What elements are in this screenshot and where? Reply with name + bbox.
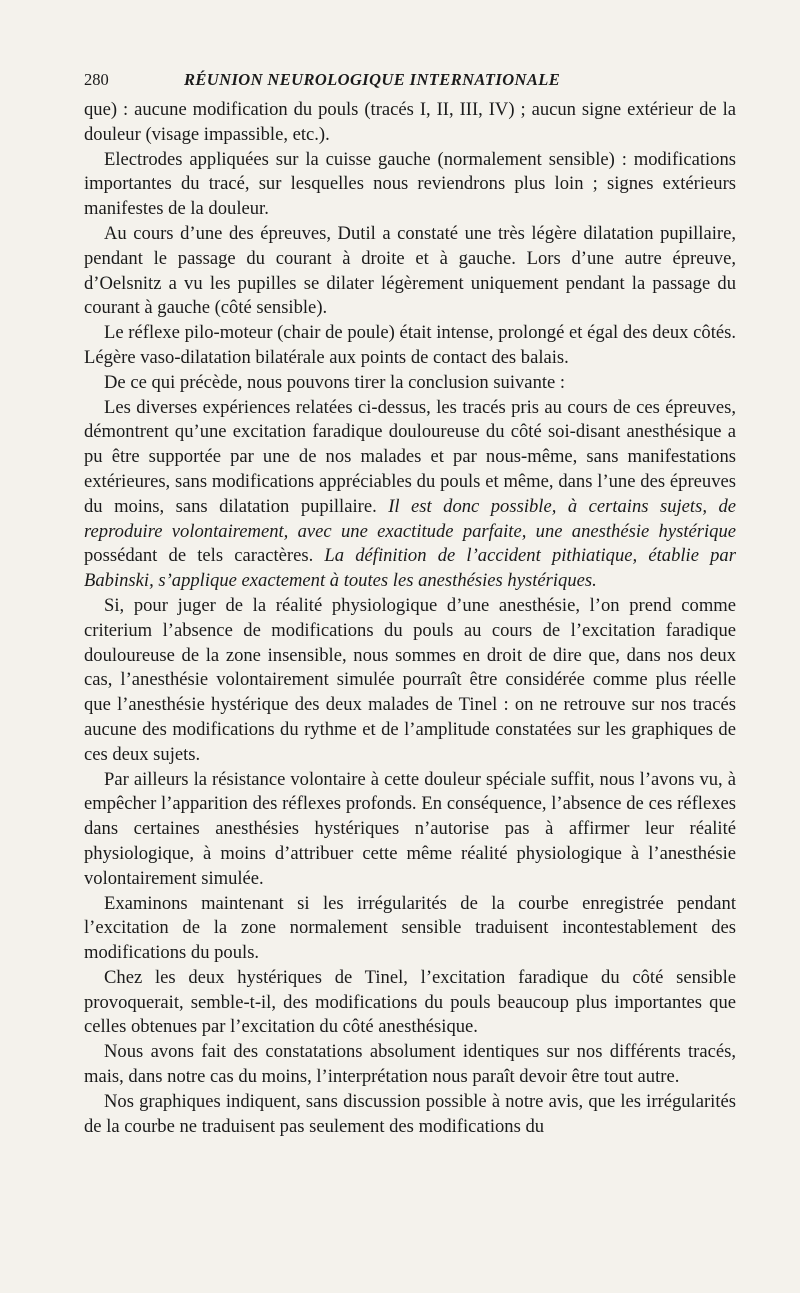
- paragraph: Examinons maintenant si les irrégularités de la courbe enregistrée pendant l’excitation de la zone normalement sensible traduisent incontestablement des modifications du pouls.: [84, 892, 736, 964]
- paragraph: Electrodes appliquées sur la cuisse gauche (normalement sensible) : modifications importantes du tracé, sur lesquelles nous reviendrons plus loin ; signes extérieurs manifestes de la douleur.: [84, 148, 736, 220]
- paragraph: Nous avons fait des constatations absolument identiques sur nos différents tracés, mais, dans notre cas du moins, l’interprétation nous paraît devoir être tout autre.: [84, 1041, 736, 1088]
- paragraph: Chez les deux hystériques de Tinel, l’excitation faradique du côté sensible provoquerait, semble-t-il, des modifications du pouls beaucoup plus importantes que celles obtenues par l’excitation du côté anesthésique.: [84, 966, 736, 1038]
- paragraph: Si, pour juger de la réalité physiologique d’une anesthésie, l’on prend comme criterium l’absence de modifications du pouls au cours de l’excitation faradique douloureuse de la zone insensible, nous sommes en droit de dire que, dans nos deux cas, l’anesthésie volontairement simulée pourraît être considérée comme plus réelle que l’anesthésie hystérique des deux malades de Tinel : on ne retrouve sur nos tracés aucune des modifications du rythme et de l’amplitude constatées sur les graphiques de ces deux sujets.: [84, 594, 736, 765]
- italic-statement: Il est donc possible, à certains sujets, de reproduire volontairement, avec une exactitude parfaite, une anesthésie hystérique: [84, 495, 736, 542]
- paragraph: Le réflexe pilo-moteur (chair de poule) était intense, prolongé et égal des deux côtés. Légère vaso-dilatation bilatérale aux points de contact des balais.: [84, 322, 736, 368]
- paragraph-conclusion: [84, 396, 736, 594]
- paragraph: que) : aucune modification du pouls (tracés I, II, III, IV) ; aucun signe extérieur de la douleur (visage impassible, etc.).: [84, 99, 736, 145]
- paragraph-text: Les diverses expériences relatées ci-dessus, les tracés pris au cours de ces épreuves, démontrent qu’une excitation faradique douloureuse du côté soi-disant anesthésique a pu être supportée par une de nos malades et par nous-même, sans manifestations extérieures, sans modifications appréciables du pouls et même, dans l’une des épreuves du moins, sans dilatation pupillaire.: [84, 396, 736, 517]
- paragraph-text: possédant de tels caractères.: [84, 545, 314, 567]
- running-title: RÉUNION NEUROLOGIQUE INTERNATIONALE: [184, 70, 561, 89]
- paragraph: Nos graphiques indiquent, sans discussion possible à notre avis, que les irrégularités de la courbe ne traduisent pas seulement des modifications du: [84, 1090, 736, 1137]
- italic-statement: La définition de l’accident pithiatique, établie par Babinski, s’applique exactement à toutes les anesthésies hystériques.: [84, 545, 736, 592]
- page-number: 280: [84, 70, 109, 89]
- paragraph: Au cours d’une des épreuves, Dutil a constaté une très légère dilatation pupillaire, pendant le passage du courant à droite et à gauche. Lors d’une autre épreuve, d’Oelsnitz a vu les pupilles se dilater légèrement uniquement pendant la passage du courant à gauche (côté sensible).: [84, 222, 736, 319]
- paragraph: De ce qui précède, nous pouvons tirer la conclusion suivante :: [104, 371, 566, 393]
- running-header: [84, 70, 736, 90]
- body-text: [84, 98, 736, 1139]
- paragraph: Par ailleurs la résistance volontaire à cette douleur spéciale suffit, nous l’avons vu, à empêcher l’apparition des réflexes profonds. En conséquence, l’absence de ces réflexes dans certaines anesthésies hystériques n’autorise pas à affirmer leur réalité physiologique, à moins d’attribuer cette même réalité physiologique à l’anesthésie volontairement simulée.: [84, 768, 736, 889]
